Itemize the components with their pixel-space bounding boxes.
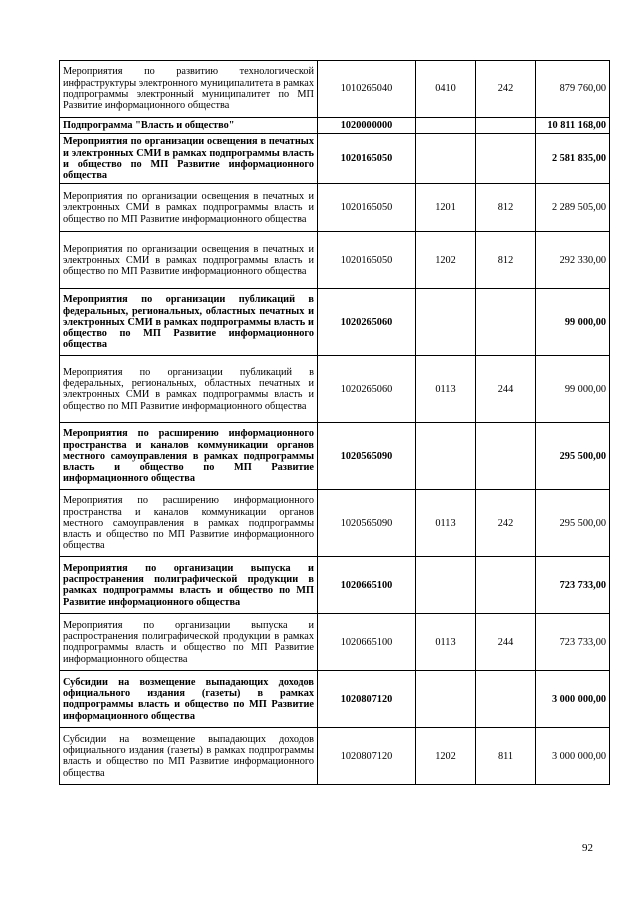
row-kind-cell: [476, 118, 536, 134]
row-kind-cell: 244: [476, 356, 536, 423]
table-row: [60, 134, 610, 184]
row-sum-cell: 723 733,00: [536, 557, 610, 614]
row-sum-cell: 295 500,00: [536, 490, 610, 557]
table-row: [60, 356, 610, 423]
row-name-cell: Субсидии на возмещение выпадающих доходов официального издания (газеты) в рамках подпрограммы власть и общество по МП Развитие информационного общества: [60, 671, 318, 728]
row-sum-cell: 99 000,00: [536, 289, 610, 356]
table-row: [60, 728, 610, 785]
table-row: [60, 614, 610, 671]
table-row: [60, 61, 610, 118]
row-name-cell: Мероприятия по организации выпуска и распространения полиграфической продукции в рамках подпрограммы власть и общество по МП Развитие информационного общества: [60, 557, 318, 614]
table-row: [60, 184, 610, 232]
row-name-cell: Мероприятия по расширению информационного пространства и каналов коммуникации органов местного самоуправления в рамках подпрограммы власть и общество по МП Развитие информационного общества: [60, 490, 318, 557]
row-section-cell: [416, 557, 476, 614]
row-section-cell: [416, 118, 476, 134]
row-name-cell: Мероприятия по организации публикаций в федеральных, региональных, областных печатных и электронных СМИ в рамках подпрограммы власть и общество по МП Развитие информационного общества: [60, 356, 318, 423]
row-sum-cell: 292 330,00: [536, 232, 610, 289]
row-section-cell: 1202: [416, 728, 476, 785]
row-kind-cell: [476, 289, 536, 356]
row-kind-cell: [476, 557, 536, 614]
row-kind-cell: [476, 134, 536, 184]
row-csr-cell: 1020000000: [318, 118, 416, 134]
row-name-cell: Мероприятия по организации освещения в печатных и электронных СМИ в рамках подпрограммы власть и общество по МП Развитие информационного общества: [60, 184, 318, 232]
budget-table-body: [60, 61, 610, 785]
row-kind-cell: 244: [476, 614, 536, 671]
page-number: 92: [582, 842, 593, 854]
row-kind-cell: [476, 671, 536, 728]
row-name-cell: Мероприятия по организации освещения в печатных и электронных СМИ в рамках подпрограммы власть и общество по МП Развитие информационного общества: [60, 232, 318, 289]
row-csr-cell: 1020265060: [318, 289, 416, 356]
row-name-cell: Мероприятия по организации публикаций в федеральных, региональных, областных печатных и электронных СМИ в рамках подпрограммы власть и общество по МП Развитие информационного общества: [60, 289, 318, 356]
row-section-cell: 0113: [416, 490, 476, 557]
row-kind-cell: 811: [476, 728, 536, 785]
row-sum-cell: 2 289 505,00: [536, 184, 610, 232]
row-sum-cell: 99 000,00: [536, 356, 610, 423]
row-sum-cell: 3 000 000,00: [536, 671, 610, 728]
row-section-cell: 1201: [416, 184, 476, 232]
row-sum-cell: 879 760,00: [536, 61, 610, 118]
row-csr-cell: 1010265040: [318, 61, 416, 118]
row-section-cell: 0113: [416, 614, 476, 671]
budget-table: [59, 60, 610, 785]
row-csr-cell: 1020165050: [318, 184, 416, 232]
row-name-cell: Субсидии на возмещение выпадающих доходов официального издания (газеты) в рамках подпрограммы власть и общество по МП Развитие информационного общества: [60, 728, 318, 785]
row-csr-cell: 1020665100: [318, 557, 416, 614]
row-csr-cell: 1020807120: [318, 728, 416, 785]
row-section-cell: 0410: [416, 61, 476, 118]
row-section-cell: 0113: [416, 356, 476, 423]
row-csr-cell: 1020665100: [318, 614, 416, 671]
row-section-cell: 1202: [416, 232, 476, 289]
table-row: [60, 671, 610, 728]
row-csr-cell: 1020565090: [318, 490, 416, 557]
table-row: [60, 490, 610, 557]
row-sum-cell: 3 000 000,00: [536, 728, 610, 785]
table-row: [60, 118, 610, 134]
row-csr-cell: 1020165050: [318, 232, 416, 289]
row-kind-cell: 812: [476, 184, 536, 232]
row-name-cell: Мероприятия по организации освещения в печатных и электронных СМИ в рамках подпрограммы власть и общество по МП Развитие информационного общества: [60, 134, 318, 184]
table-row: [60, 423, 610, 490]
row-csr-cell: 1020565090: [318, 423, 416, 490]
table-row: [60, 557, 610, 614]
row-csr-cell: 1020265060: [318, 356, 416, 423]
row-name-cell: Мероприятия по развитию технологической инфраструктуры электронного муниципалитета в рамках подпрограммы электронный муниципалитет по МП Развитие информационного общества: [60, 61, 318, 118]
row-section-cell: [416, 423, 476, 490]
row-sum-cell: 2 581 835,00: [536, 134, 610, 184]
table-row: [60, 232, 610, 289]
table-row: [60, 289, 610, 356]
row-section-cell: [416, 289, 476, 356]
row-kind-cell: 242: [476, 61, 536, 118]
row-kind-cell: 812: [476, 232, 536, 289]
row-kind-cell: 242: [476, 490, 536, 557]
row-section-cell: [416, 134, 476, 184]
row-sum-cell: 10 811 168,00: [536, 118, 610, 134]
row-name-cell: Подпрограмма "Власть и общество": [60, 118, 318, 134]
row-sum-cell: 295 500,00: [536, 423, 610, 490]
row-name-cell: Мероприятия по организации выпуска и распространения полиграфической продукции в рамках подпрограммы власть и общество по МП Развитие информационного общества: [60, 614, 318, 671]
row-csr-cell: 1020165050: [318, 134, 416, 184]
row-section-cell: [416, 671, 476, 728]
row-sum-cell: 723 733,00: [536, 614, 610, 671]
row-name-cell: Мероприятия по расширению информационного пространства и каналов коммуникации органов местного самоуправления в рамках подпрограммы власть и общество по МП Развитие информационного общества: [60, 423, 318, 490]
row-kind-cell: [476, 423, 536, 490]
row-csr-cell: 1020807120: [318, 671, 416, 728]
